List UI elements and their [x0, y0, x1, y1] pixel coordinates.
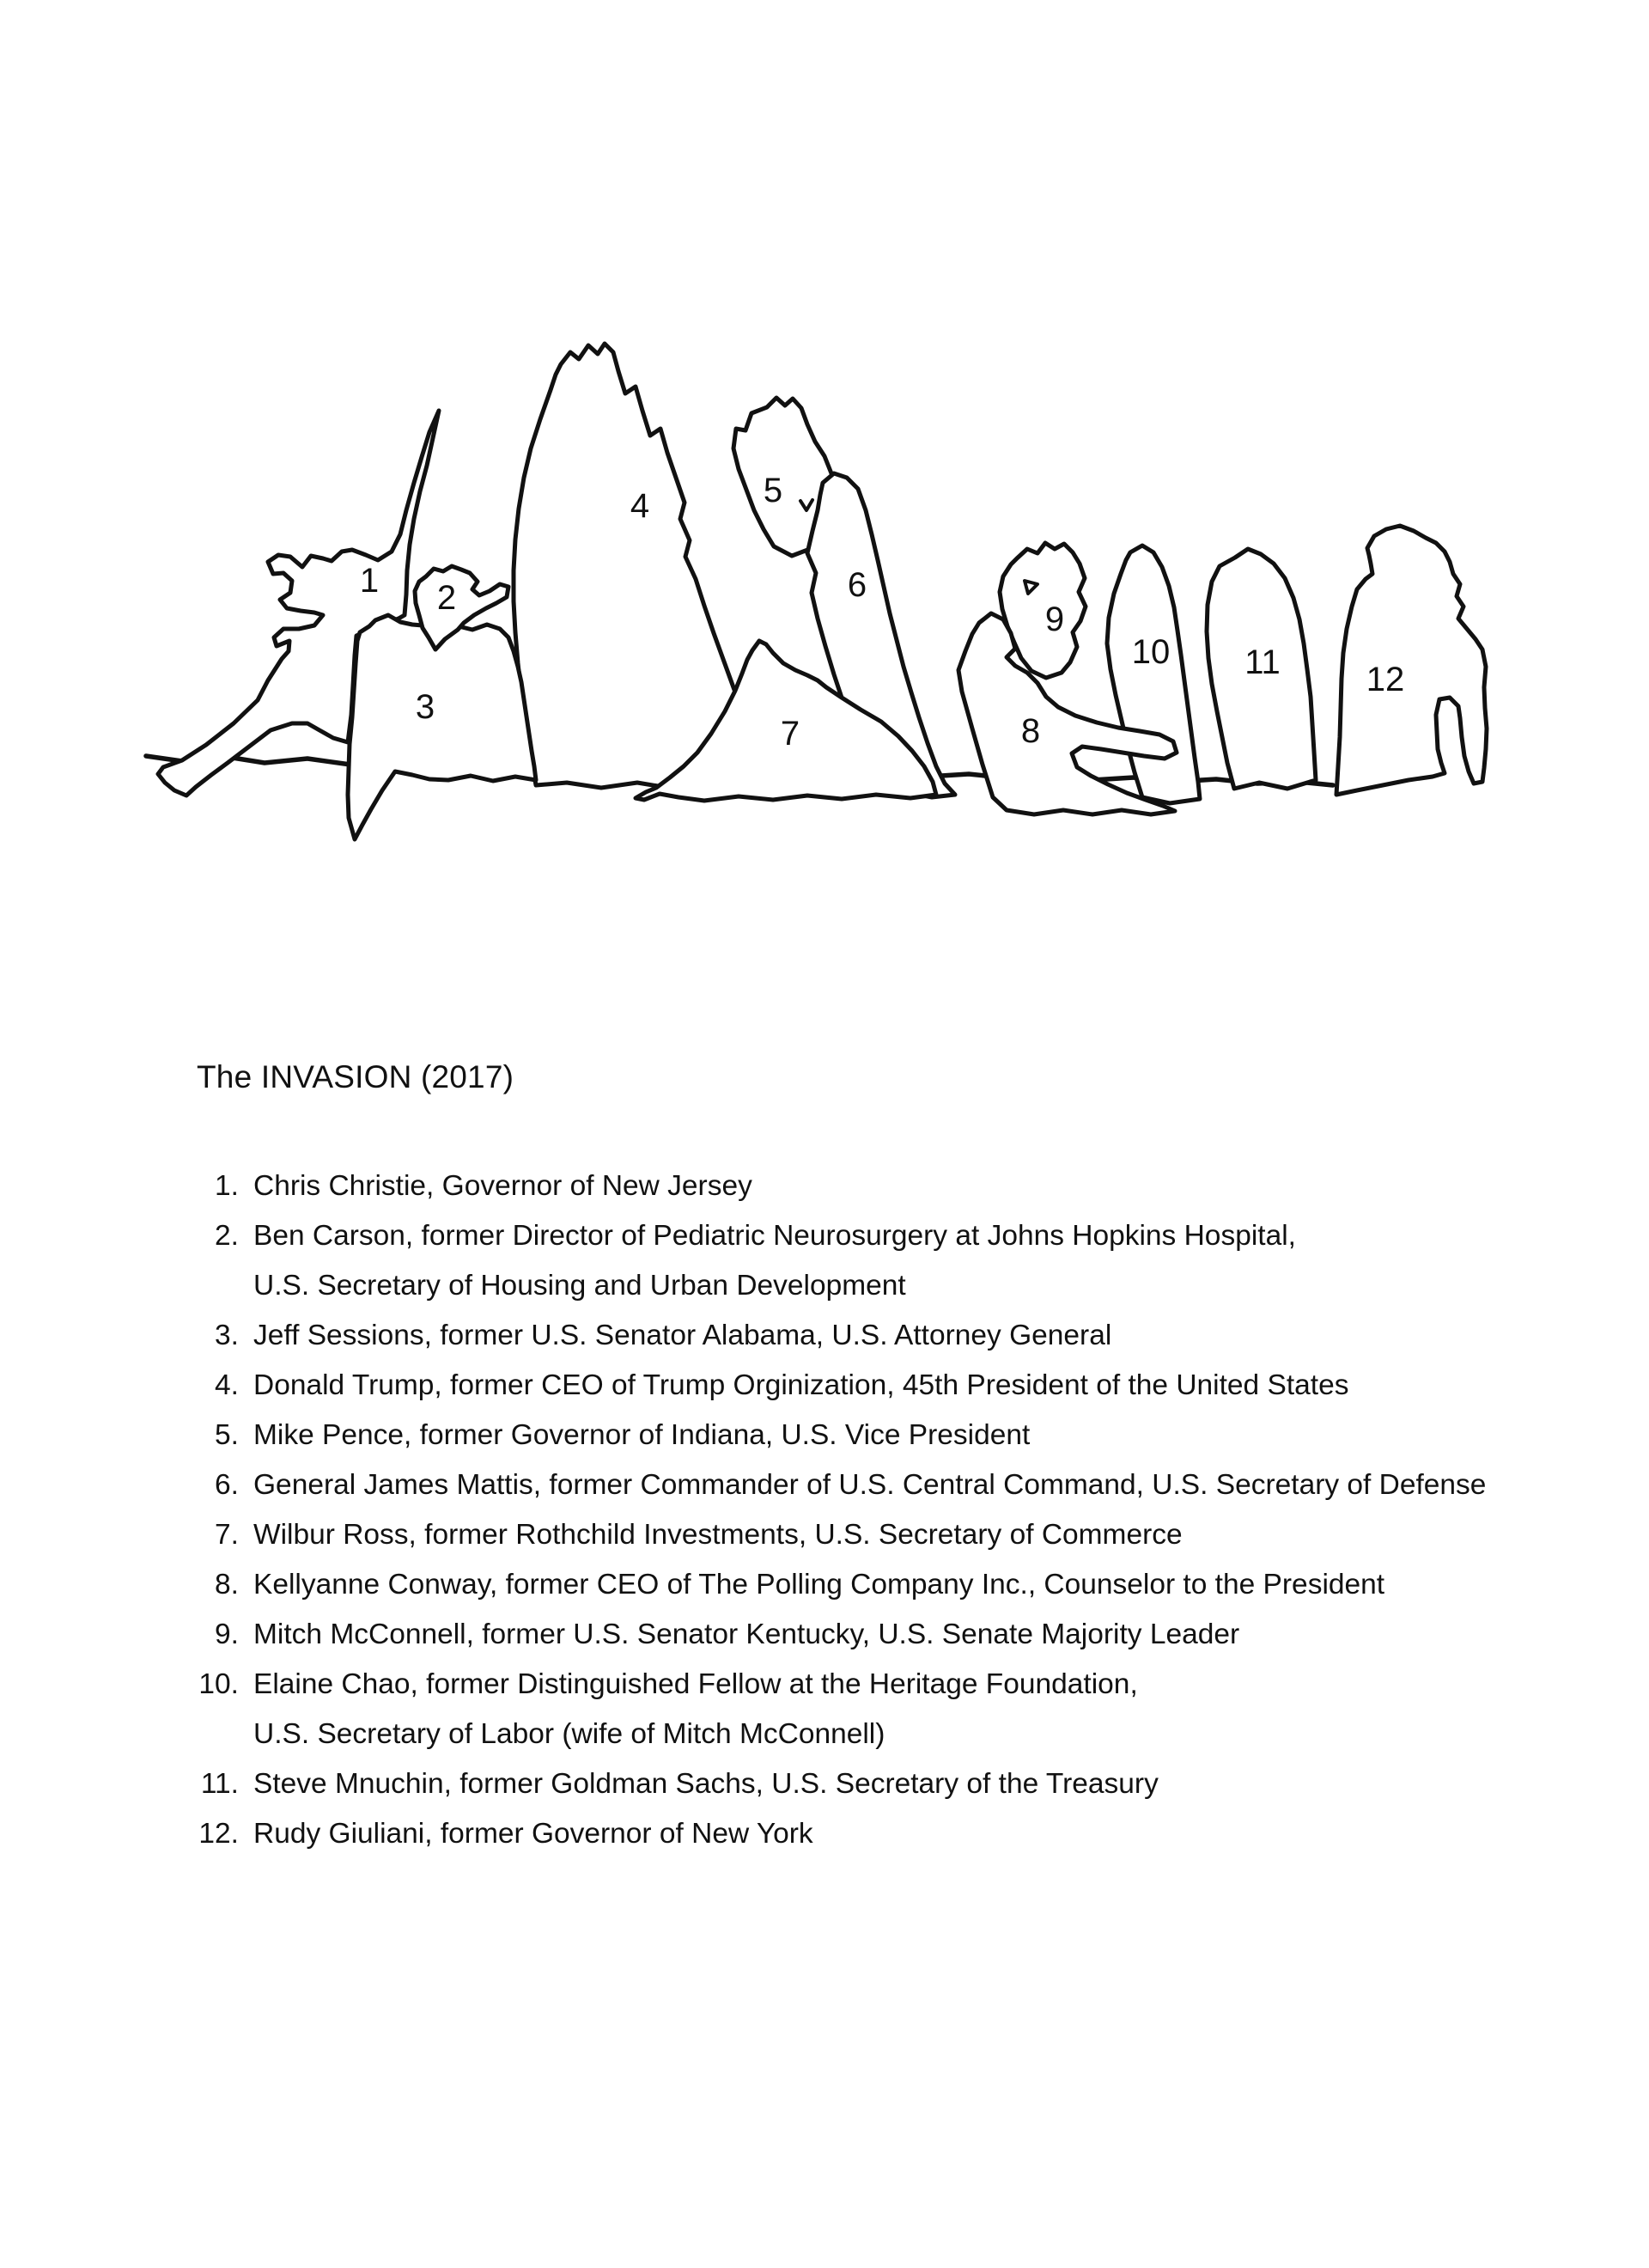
legend-item-3 — [186, 1311, 1486, 1361]
legend-item-9 — [186, 1610, 1486, 1660]
legend-item-text: Steve Mnuchin, former Goldman Sachs, U.S. Secretary of the Treasury — [253, 1768, 1159, 1800]
legend-list — [186, 1161, 1486, 1859]
legend-item-number — [186, 1261, 239, 1311]
figure-1-label: 1 — [359, 562, 380, 600]
legend-item-number: 2. — [215, 1220, 239, 1252]
figure-10-outline — [1107, 546, 1200, 803]
figure-11-label: 11 — [1244, 643, 1281, 681]
legend-item-number: 5. — [215, 1419, 239, 1451]
legend-item-11 — [186, 1759, 1486, 1809]
legend-item-text: Jeff Sessions, former U.S. Senator Alabama, U.S. Attorney General — [253, 1320, 1112, 1351]
figure-key-drawing — [86, 326, 1546, 859]
legend-item-10 — [186, 1660, 1486, 1710]
legend-item-number: 6. — [215, 1469, 239, 1501]
legend-item-6 — [186, 1460, 1486, 1510]
legend-item-2 — [186, 1211, 1486, 1261]
legend-item-text: Wilbur Ross, former Rothchild Investments, U.S. Secretary of Commerce — [253, 1519, 1183, 1551]
legend-item-text: U.S. Secretary of Housing and Urban Development — [253, 1270, 906, 1302]
figure-5-label: 5 — [763, 472, 783, 509]
legend-item-7 — [186, 1510, 1486, 1560]
legend-item-text: Donald Trump, former CEO of Trump Orginization, 45th President of the United States — [253, 1369, 1349, 1401]
legend-item-number: 7. — [215, 1519, 239, 1551]
legend-item-text: Ben Carson, former Director of Pediatric Neurosurgery at Johns Hopkins Hospital, — [253, 1220, 1296, 1252]
legend-item-number: 12. — [198, 1818, 239, 1850]
figure-12-label: 12 — [1366, 661, 1405, 698]
figure-10-label: 10 — [1131, 633, 1171, 671]
figure-9-outline — [1000, 543, 1086, 678]
legend-item-4 — [186, 1361, 1486, 1411]
legend-item-8 — [186, 1560, 1486, 1610]
figure-9-label: 9 — [1044, 601, 1065, 638]
legend-item-number: 3. — [215, 1320, 239, 1351]
legend-item-number: 11. — [200, 1768, 239, 1800]
figure-2-label: 2 — [436, 579, 457, 617]
legend-item-12 — [186, 1809, 1486, 1859]
legend-item-text: General James Mattis, former Commander of U.S. Central Command, U.S. Secretary of Defense — [253, 1469, 1487, 1501]
legend-item-number: 4. — [215, 1369, 239, 1401]
legend-item-number: 10. — [198, 1668, 239, 1700]
legend-item-text: Chris Christie, Governor of New Jersey — [253, 1170, 752, 1202]
figure-8-label: 8 — [1020, 712, 1041, 750]
figure-3-outline — [348, 615, 536, 839]
legend-item-text: Rudy Giuliani, former Governor of New York — [253, 1818, 813, 1850]
legend-item-text: Kellyanne Conway, former CEO of The Polling Company Inc., Counselor to the President — [253, 1569, 1385, 1600]
figure-7-label: 7 — [780, 715, 800, 753]
figure-3-label: 3 — [415, 688, 435, 726]
legend-item-number: 1. — [215, 1170, 239, 1202]
figure-key-svg — [86, 326, 1546, 859]
legend-item-2-continued — [186, 1261, 1486, 1311]
figure-6-label: 6 — [847, 566, 867, 604]
legend-item-10-continued — [186, 1710, 1486, 1759]
legend-item-text: U.S. Secretary of Labor (wife of Mitch McConnell) — [253, 1718, 885, 1750]
legend-item-text: Mitch McConnell, former U.S. Senator Kentucky, U.S. Senate Majority Leader — [253, 1619, 1240, 1650]
legend-item-5 — [186, 1411, 1486, 1460]
legend-item-number: 8. — [215, 1569, 239, 1600]
legend-item-text: Mike Pence, former Governor of Indiana, U.S. Vice President — [253, 1419, 1031, 1451]
artwork-title: The INVASION (2017) — [197, 1059, 514, 1094]
legend-item-number — [186, 1710, 239, 1759]
legend-item-number: 9. — [215, 1619, 239, 1650]
legend-item-text: Elaine Chao, former Distinguished Fellow at the Heritage Foundation, — [253, 1668, 1138, 1700]
figure-4-label: 4 — [630, 487, 650, 525]
legend-item-1 — [186, 1161, 1486, 1211]
figure-12-outline — [1336, 526, 1487, 795]
